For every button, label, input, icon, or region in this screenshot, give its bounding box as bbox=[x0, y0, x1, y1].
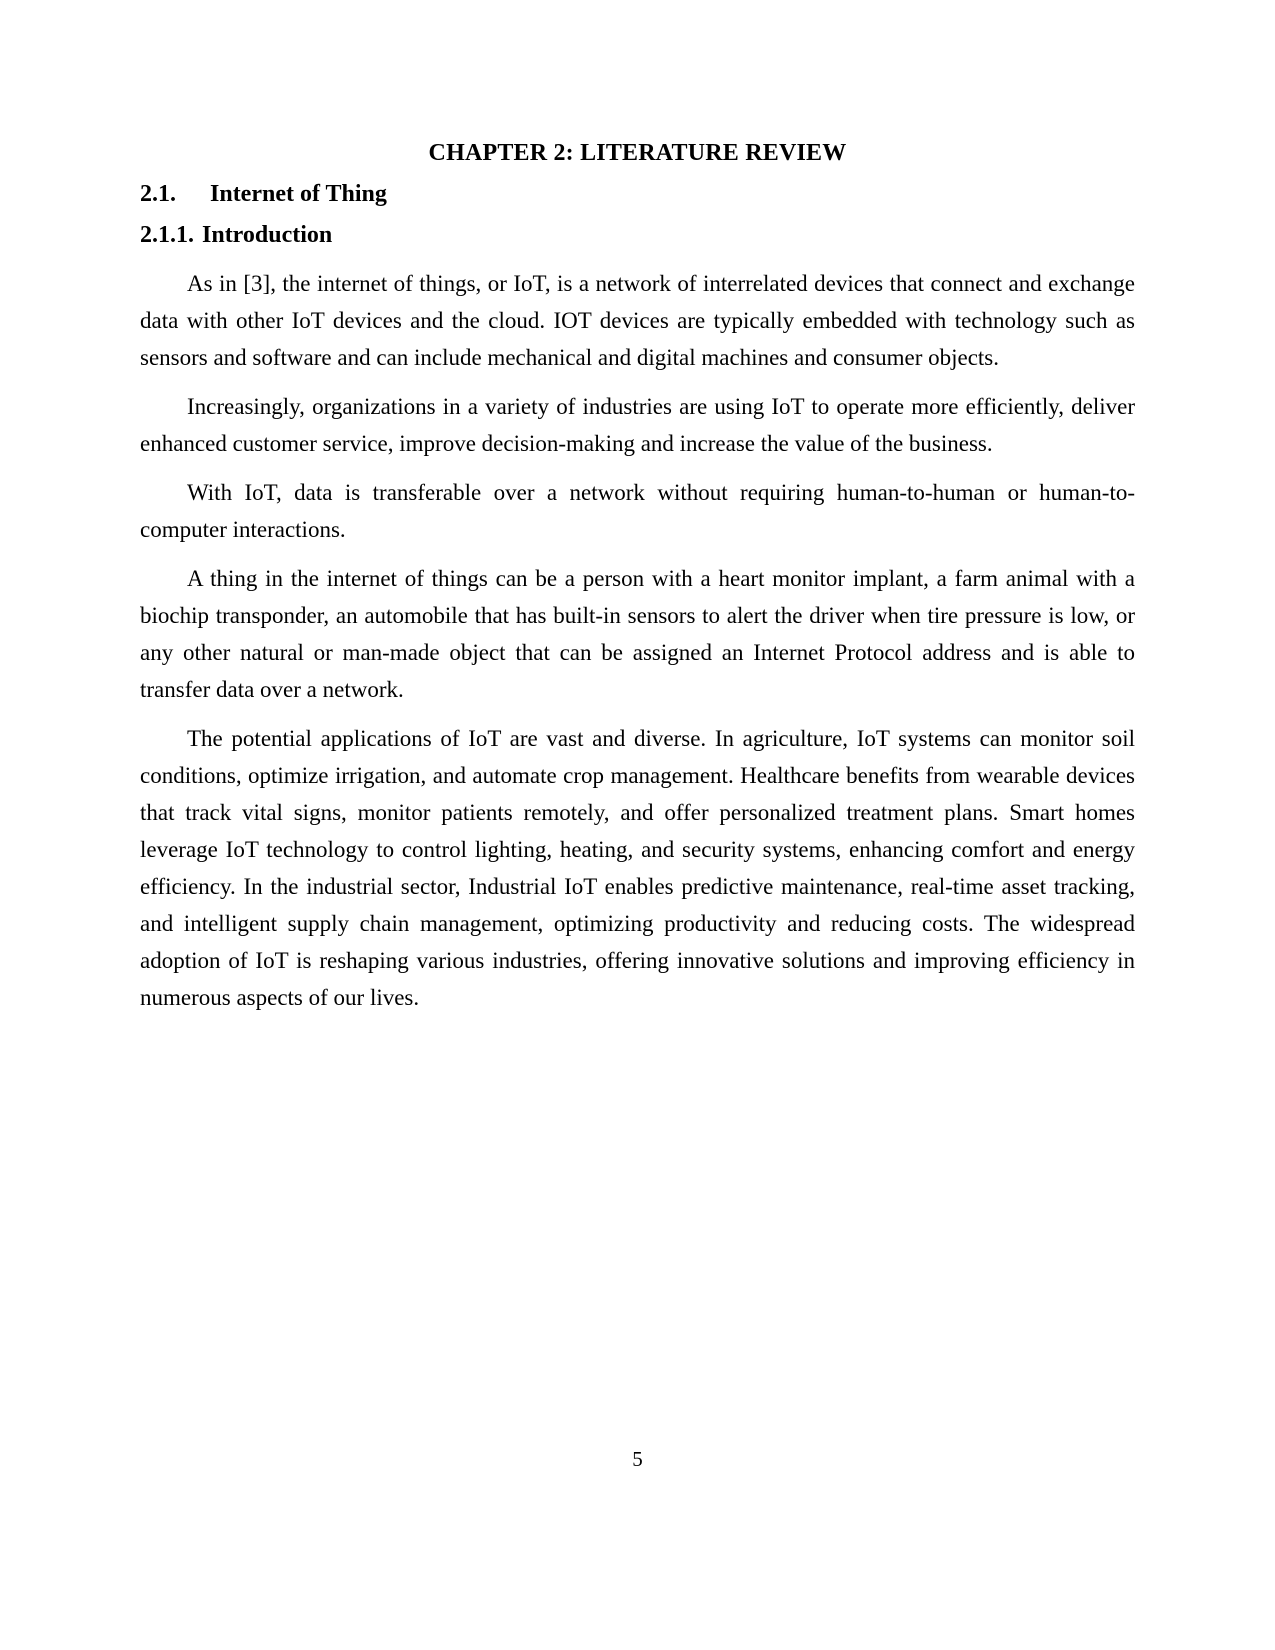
chapter-title: CHAPTER 2: LITERATURE REVIEW bbox=[428, 140, 847, 166]
page-number: 5 bbox=[632, 1447, 643, 1471]
section-number: 2.1. bbox=[140, 181, 176, 207]
section-label: Internet of Thing bbox=[210, 181, 387, 207]
body-paragraph: Increasingly, organizations in a variety of industries are using IoT to operate more efficiently, deliver enhanced customer service, improve decision-making and increase the value of the business. bbox=[140, 394, 1135, 456]
body-paragraph: The potential applications of IoT are vast and diverse. In agriculture, IoT systems can monitor soil conditions, optimize irrigation, and automate crop management. Healthcare benefits from wearable devices that track vital signs, monitor patients remotely, and offer personalized treatment plans. Smart homes leverage IoT technology to control lighting, heating, and security systems, enhancing comfort and energy efficiency. In the industrial sector, Industrial IoT enables predictive maintenance, real-time asset tracking, and intelligent supply chain management, optimizing productivity and reducing costs. The widespread adoption of IoT is reshaping various industries, offering innovative solutions and improving efficiency in numerous aspects of our lives. bbox=[140, 726, 1135, 1010]
body-paragraph: A thing in the internet of things can be a person with a heart monitor implant, a farm animal with a biochip transponder, an automobile that has built-in sensors to alert the driver when tire pressure is low, or any other natural or man-made object that can be assigned an Internet Protocol address and is able to transfer data over a network. bbox=[140, 566, 1135, 702]
subsection-number: 2.1.1. bbox=[140, 222, 194, 248]
body-paragraph: As in [3], the internet of things, or IoT, is a network of interrelated devices that connect and exchange data with other IoT devices and the cloud. IOT devices are typically embedded with technology such as sensors and software and can include mechanical and digital machines and consumer objects. bbox=[140, 271, 1135, 370]
subsection-label: Introduction bbox=[202, 222, 333, 248]
subsection-heading bbox=[140, 222, 1135, 249]
section-heading bbox=[140, 181, 1135, 208]
body-paragraph: With IoT, data is transferable over a network without requiring human-to-human or human-to-computer interactions. bbox=[140, 480, 1135, 542]
